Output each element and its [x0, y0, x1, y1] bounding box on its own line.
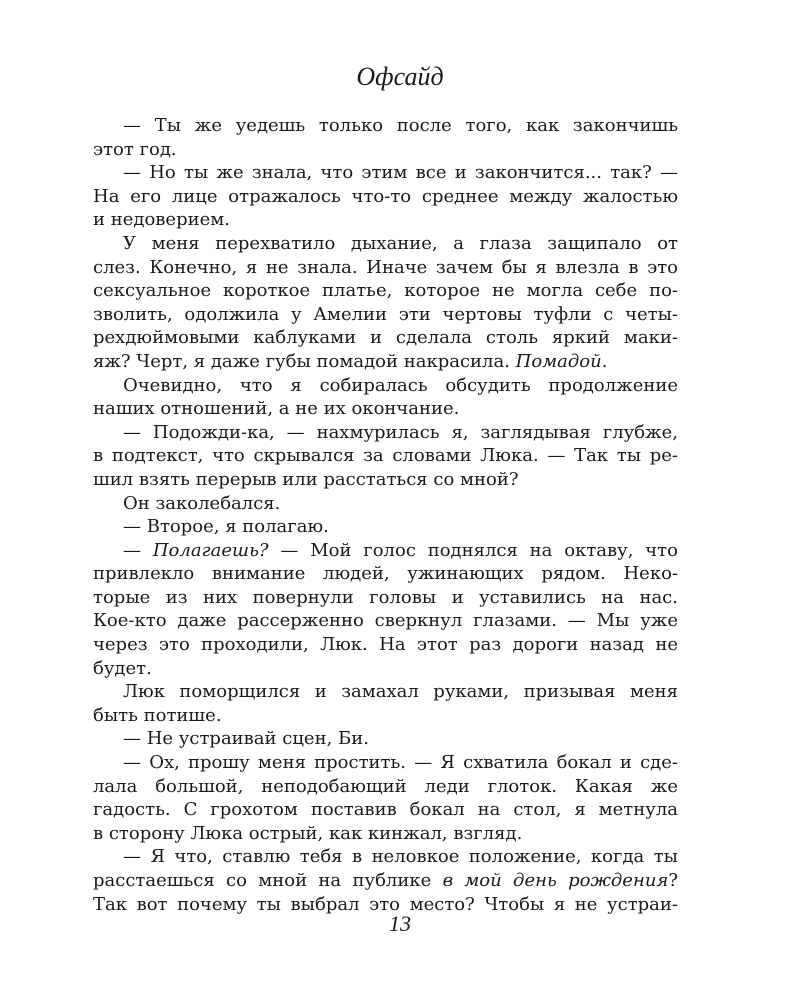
- text-line: [93, 609, 678, 633]
- line-text: сексуальное короткое платье, которое не могла себе по-: [93, 280, 678, 302]
- text-line: [93, 444, 678, 468]
- line-text: будет.: [93, 657, 152, 679]
- line-text: торые из них повернули головы и уставились на нас.: [93, 586, 678, 608]
- text-line: [93, 303, 678, 327]
- text-line: [93, 798, 678, 822]
- text-line: [93, 562, 678, 586]
- text-line: [93, 232, 678, 256]
- line-text: в подтекст, что скрывался за словами Люка. — Так ты ре-: [93, 445, 678, 467]
- line-text: Так вот почему ты выбрал это место? Чтобы я не устраи-: [93, 893, 678, 915]
- line-text: слез. Конечно, я не знала. Иначе зачем бы я влезла в это: [93, 256, 678, 278]
- text-line: [93, 397, 678, 421]
- line-text: — Не устраивай сцен, Би.: [123, 728, 369, 750]
- line-text: зволить, одолжила у Амелии эти чертовы туфли с четы-: [93, 303, 678, 325]
- text-line: [93, 208, 678, 232]
- text-line: [93, 185, 678, 209]
- line-suffix: ?: [668, 870, 678, 891]
- text-line: [93, 256, 678, 280]
- text-line: [93, 727, 678, 751]
- text-line: [93, 114, 678, 138]
- line-text: привлекло внимание людей, ужинающих рядом. Неко-: [93, 563, 678, 585]
- text-line: [93, 492, 678, 516]
- italic-emphasis: Помадой.: [515, 350, 608, 372]
- running-head: Офсайд: [356, 62, 444, 91]
- text-line: [93, 845, 678, 869]
- text-line: [93, 751, 678, 775]
- line-text: — Подожди-ка, — нахмурилась я, заглядывая глубже,: [123, 421, 678, 443]
- text-line: [93, 775, 678, 799]
- line-text: На его лице отражалось что-то среднее между жалостью: [93, 185, 678, 207]
- text-line: [93, 374, 678, 398]
- text-line: [93, 468, 678, 492]
- line-text: расстаешься со мной на публике: [93, 870, 432, 891]
- line-text: — Но ты же знала, что этим все и закончится... так? —: [123, 162, 678, 184]
- line-text: — Я что, ставлю тебя в неловкое положение, когда ты: [123, 846, 678, 868]
- line-text: — Второе, я полагаю.: [123, 516, 329, 538]
- text-line: [93, 539, 678, 563]
- line-text: лала большой, неподобающий леди глоток. Какая же: [93, 775, 678, 797]
- text-line: [93, 350, 678, 374]
- line-text: Очевидно, что я собиралась обсудить продолжение: [123, 374, 678, 396]
- line-text: — Ты же уедешь только после того, как закончишь: [123, 115, 678, 136]
- line-text: Люк поморщился и замахал руками, призывая меня: [123, 681, 678, 703]
- text-line: [93, 515, 678, 539]
- italic-emphasis: Полагаешь?: [152, 539, 269, 561]
- text-line: [93, 138, 678, 162]
- line-text: наших отношений, а не их окончание.: [93, 398, 460, 420]
- line-text: быть потише.: [93, 704, 222, 726]
- line-text: рехдюймовыми каблуками и сделала столь яркий маки-: [93, 327, 678, 349]
- text-line: [93, 586, 678, 610]
- line-text: У меня перехватило дыхание, а глаза защипало от: [123, 232, 678, 254]
- line-text: шил взять перерыв или расстаться со мной?: [93, 468, 519, 490]
- page-number: 13: [389, 911, 411, 936]
- line-prefix: —: [123, 539, 153, 561]
- text-line: [93, 869, 678, 893]
- text-line: [93, 680, 678, 704]
- line-text: через это проходили, Люк. На этот раз дороги назад не: [93, 634, 678, 656]
- text-line: [93, 657, 678, 681]
- line-text: этот год.: [93, 138, 177, 160]
- line-text: — Ох, прошу меня простить. — Я схватила бокал и сде-: [123, 752, 678, 774]
- text-line: [93, 279, 678, 303]
- text-line: [93, 704, 678, 728]
- line-text: яж? Черт, я даже губы помадой накрасила.: [93, 350, 510, 372]
- text-line: [93, 633, 678, 657]
- line-text: Он заколебался.: [123, 492, 281, 514]
- italic-emphasis: в мой день рождения: [442, 870, 669, 891]
- text-line: [93, 326, 678, 350]
- text-line: [93, 822, 678, 846]
- line-text: гадость. С грохотом поставив бокал на стол, я метнула: [93, 799, 678, 821]
- line-text: — Мой голос поднялся на октаву, что: [280, 539, 678, 561]
- line-text: и недоверием.: [93, 209, 230, 231]
- body-text: [93, 114, 678, 916]
- text-line: [93, 161, 678, 185]
- line-text: Кое-кто даже рассерженно сверкнул глазами. — Мы уже: [93, 610, 678, 632]
- line-text: в сторону Люка острый, как кинжал, взгляд.: [93, 822, 523, 844]
- text-line: [93, 421, 678, 445]
